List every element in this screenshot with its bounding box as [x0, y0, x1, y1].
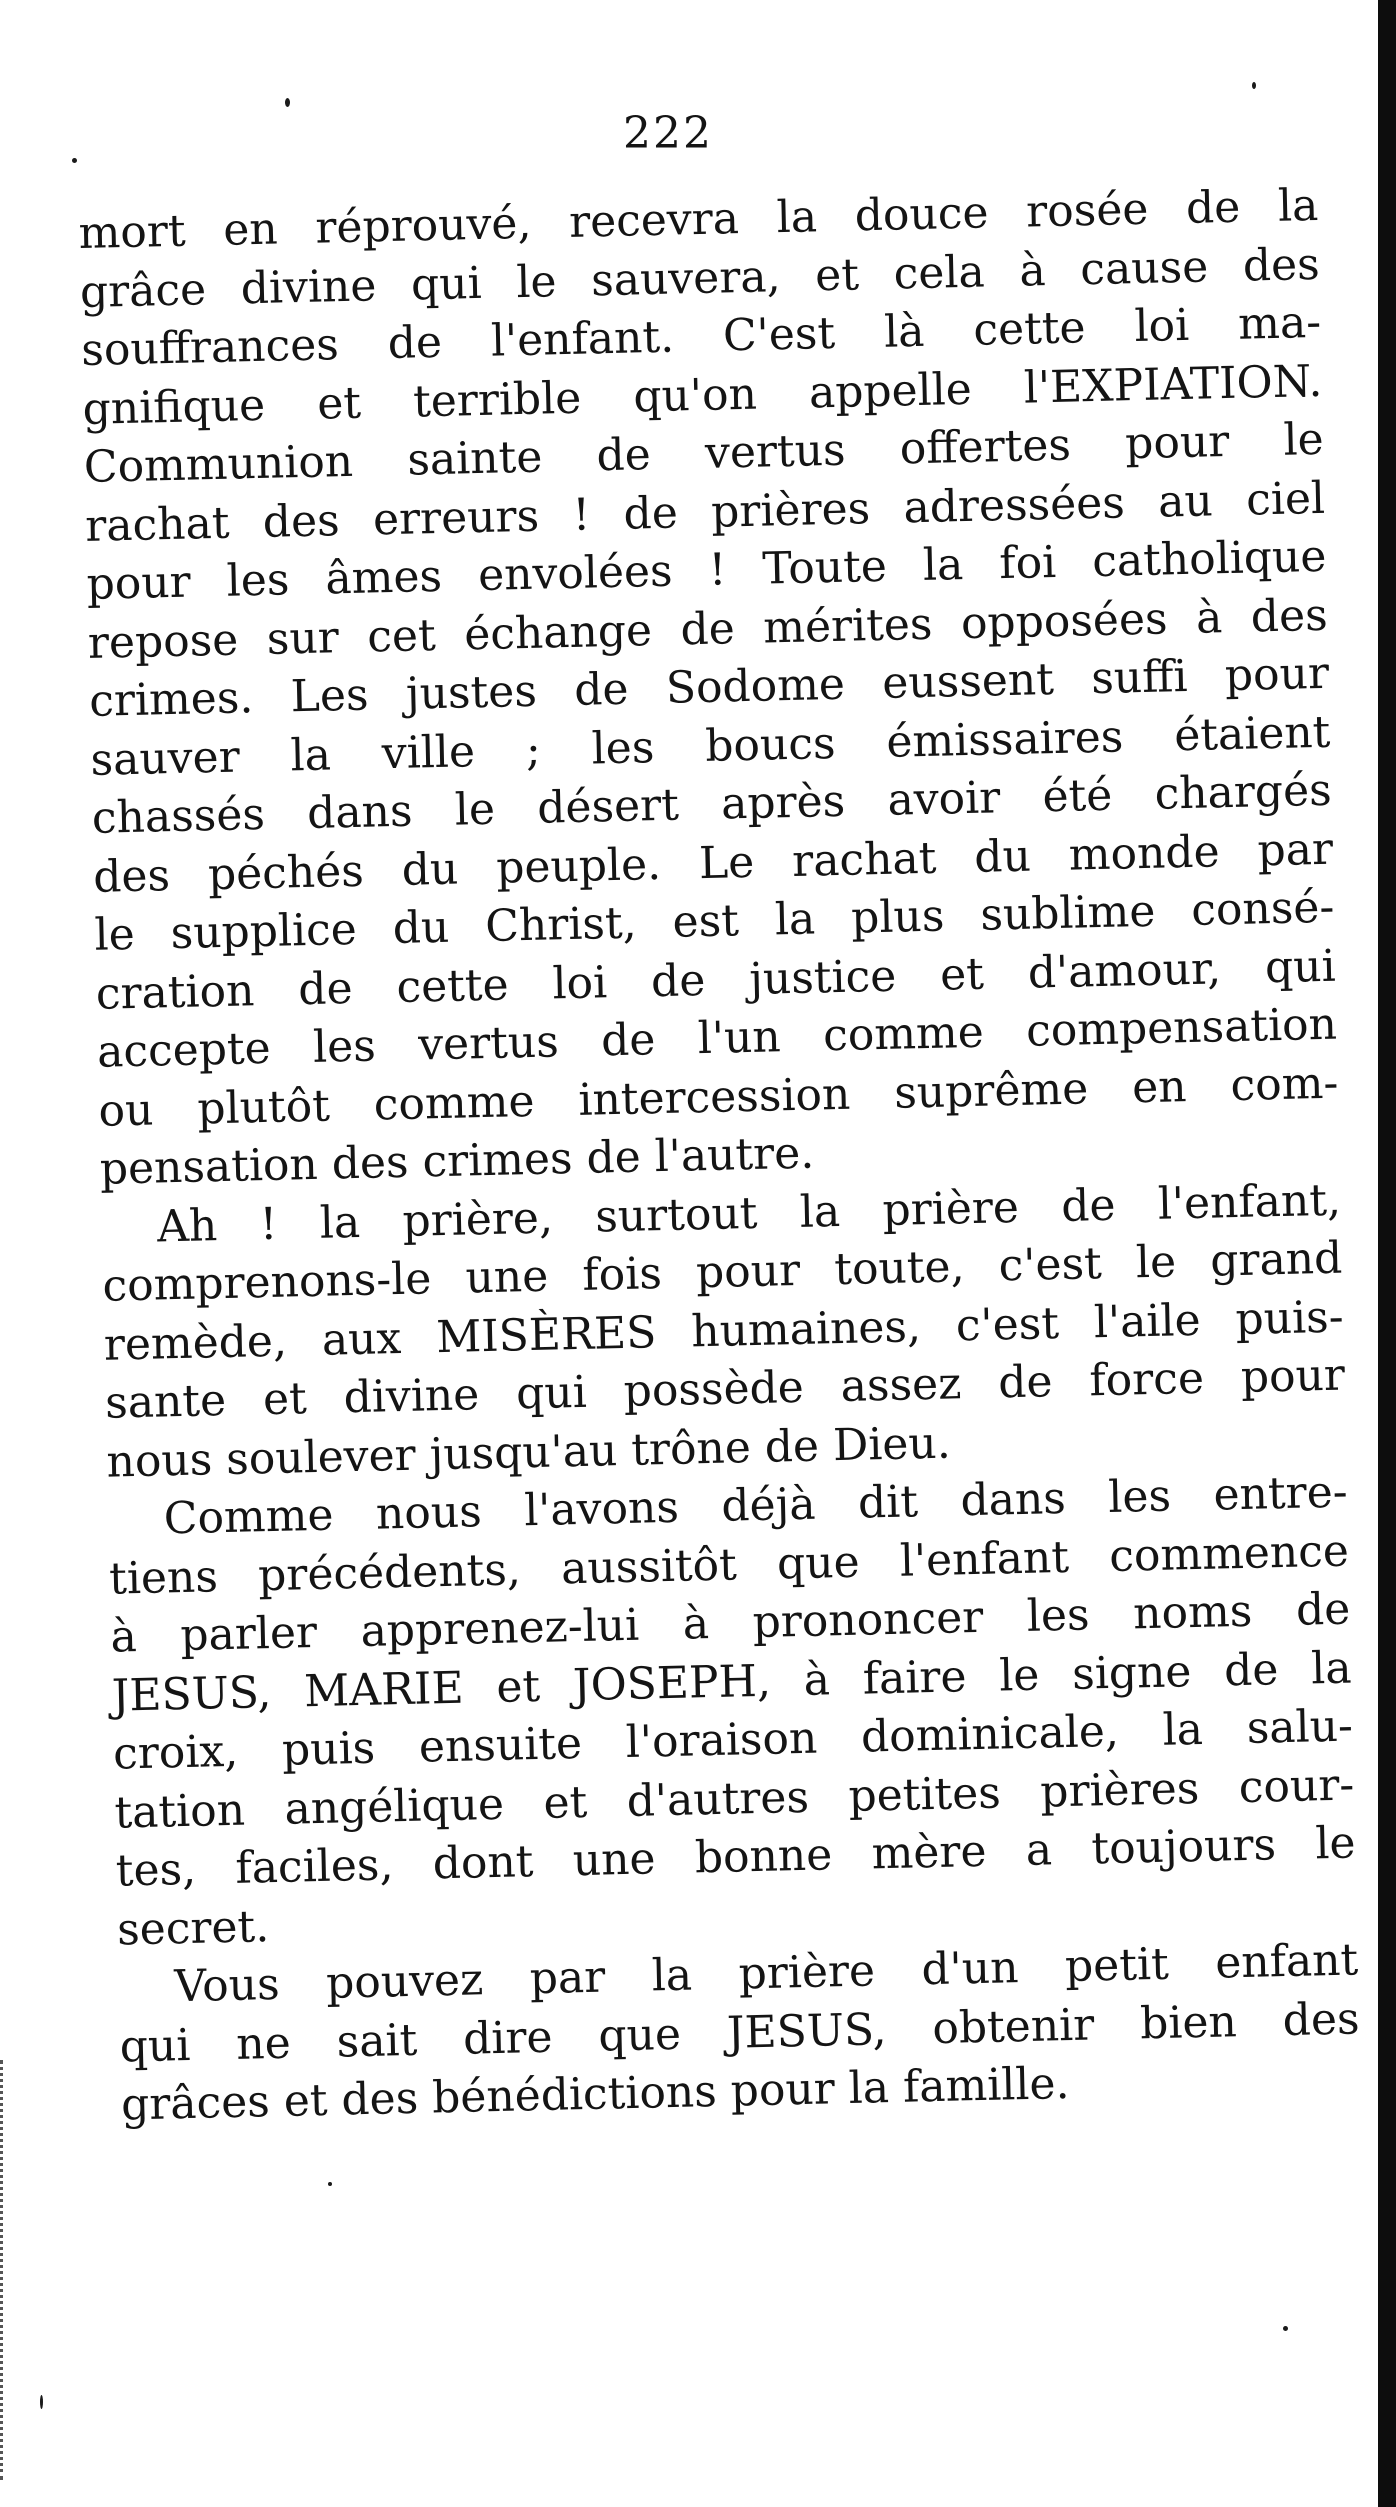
text-line: sauver la ville ; les boucs émissaires étaient — [90, 706, 1331, 786]
text-line: Vous pouvez par la prière d'un petit enfant — [173, 1934, 1359, 2013]
text-line: mort en réprouvé, recevra la douce rosée de la — [78, 179, 1319, 259]
text-line: croix, puis ensuite l'oraison dominicale, la salu- — [112, 1700, 1354, 1780]
text-line: rachat des erreurs ! de prières adressées au ciel — [84, 472, 1326, 552]
text-line: cration de cette loi de justice et d'amour, qui — [95, 940, 1337, 1020]
body-text — [78, 177, 1361, 2135]
text-line: Communion sainte de vertus offertes pour le — [83, 413, 1325, 493]
page-binding-edge — [0, 2060, 9, 2480]
text-line: sante et divine qui possède assez de force pour — [104, 1349, 1346, 1429]
text-line: remède, aux MISÈRES humaines, c'est l'aile puis- — [103, 1291, 1345, 1371]
text-line: chassés dans le désert après avoir été chargés — [91, 764, 1333, 844]
ink-speck — [1283, 2326, 1288, 2331]
text-line: crimes. Les justes de Sodome eussent suffi pour — [88, 647, 1330, 727]
text-line: accepte les vertus de l'un comme compensation — [96, 998, 1338, 1078]
text-line: qui ne sait dire que JESUS, obtenir bien des — [119, 1992, 1361, 2073]
text-line: repose sur cet échange de mérites opposées à des — [87, 589, 1329, 669]
ink-speck — [328, 2182, 332, 2186]
text-line: des péchés du peuple. Le rachat du monde par — [92, 823, 1334, 903]
text-line: secret. — [116, 1900, 270, 1956]
text-line: souffrances de l'enfant. C'est là cette loi ma- — [80, 296, 1322, 376]
text-line: comprenons-le une fois pour toute, c'est le grand — [101, 1232, 1343, 1312]
text-line: tes, faciles, dont une bonne mère a toujours le — [115, 1817, 1357, 1897]
text-line: grâces et des bénédictions pour la famille. — [120, 2057, 1071, 2131]
text-line: Ah ! la prière, surtout la prière de l'enfant, — [156, 1174, 1342, 1252]
text-line: à parler apprenez-lui à prononcer les noms de — [109, 1583, 1351, 1663]
text-line: nous soulever jusqu'au trône de Dieu. — [105, 1417, 952, 1488]
text-line: gnifique et terrible qu'on appelle l'EXPIATION. — [82, 355, 1323, 435]
text-line: pour les âmes envolées ! Toute la foi catholique — [86, 530, 1327, 610]
text-line: JESUS, MARIE et JOSEPH, à faire le signe de la — [111, 1641, 1353, 1722]
text-line: tation angélique et d'autres petites prières cour- — [113, 1758, 1355, 1839]
page-edge-shadow — [1378, 0, 1396, 2507]
ink-speck — [72, 158, 77, 163]
page-number: 222 — [623, 108, 713, 159]
text-line: tiens précédents, aussitôt que l'enfant commence — [108, 1525, 1350, 1605]
text-line: ou plutôt comme intercession suprême en com- — [97, 1057, 1339, 1137]
text-line: pensation des crimes de l'autre. — [99, 1127, 815, 1195]
ink-speck — [1252, 82, 1256, 89]
ink-speck — [285, 98, 290, 107]
text-line: le supplice du Christ, est la plus sublime consé- — [93, 881, 1335, 961]
ink-speck — [40, 2395, 43, 2409]
text-line: Comme nous l'avons déjà dit dans les entre- — [163, 1466, 1349, 1545]
text-line: grâce divine qui le sauvera, et cela à cause des — [79, 238, 1321, 318]
